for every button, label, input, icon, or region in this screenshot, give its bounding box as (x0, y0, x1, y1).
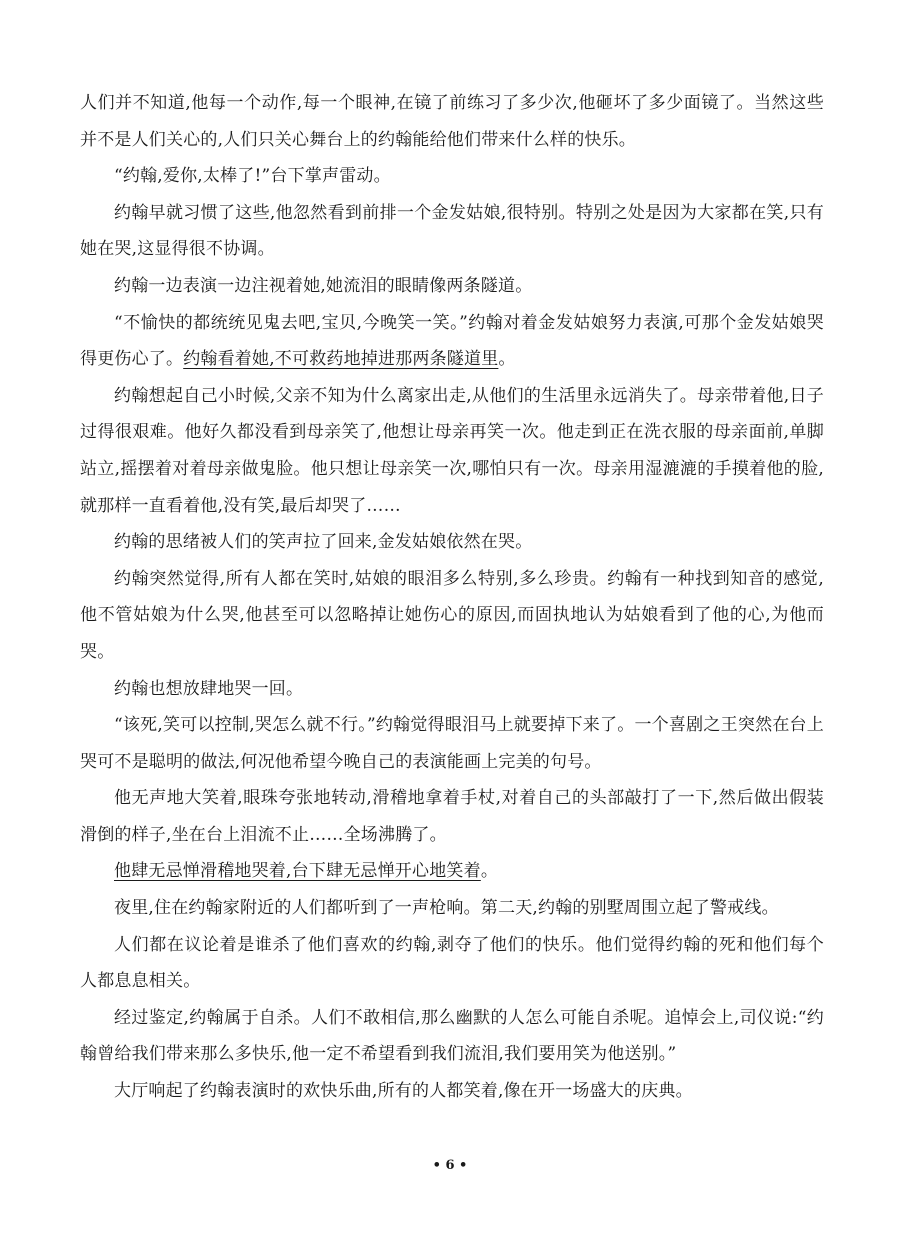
underlined-sentence-2: 他肆无忌惮滑稽地哭着,台下肆无忌惮开心地笑着 (114, 861, 481, 882)
paragraph-4: 约翰一边表演一边注视着她,她流泪的眼睛像两条隧道。 (114, 275, 533, 296)
paragraph-6: 约翰想起自己小时候,父亲不知为什么离家出走,从他们的生活里永远消失了。母亲带着他,日子过得很艰难。他好久都没看到母亲笑了,他想让母亲再笑一次。他走到正在洗衣服的母亲面前,单脚站立,摇摆着对着母亲做鬼脸。他只想让母亲笑一次,哪怕只有一次。母亲用湿漉漉的手摸着他的脸,就那样一直看着他,没有笑,最后却哭了…… (80, 385, 824, 516)
paragraph-9: 约翰也想放肆地哭一回。 (114, 678, 304, 699)
paragraph-15: 经过鉴定,约翰属于自杀。人们不敢相信,那么幽默的人怎么可能自杀呢。追悼会上,司仪说:“约翰曾给我们带来那么多快乐,他一定不希望看到我们流泪,我们要用笑为他送别。” (80, 1007, 824, 1065)
paragraph-8: 约翰突然觉得,所有人都在笑时,姑娘的眼泪多么特别,多么珍贵。约翰有一种找到知音的感觉,他不管姑娘为什么哭,他甚至可以忽略掉让她伤心的原因,而固执地认为姑娘看到了他的心,为他而哭。 (80, 568, 824, 662)
paragraph-13: 夜里,住在约翰家附近的人们都听到了一声枪响。第二天,约翰的别墅周围立起了警戒线。 (114, 898, 779, 919)
paragraph-5-end: 。 (498, 349, 516, 370)
paragraph-16: 大厅响起了约翰表演时的欢快乐曲,所有的人都笑着,像在开一场盛大的庆典。 (114, 1081, 693, 1102)
article-body (80, 85, 824, 1110)
paragraph-11: 他无声地大笑着,眼珠夸张地转动,滑稽地拿着手杖,对着自己的头部敲打了一下,然后做出假装滑倒的样子,坐在台上泪流不止……全场沸腾了。 (80, 788, 824, 845)
paragraph-10: “该死,笑可以控制,哭怎么就不行。”约翰觉得眼泪马上就要掉下来了。一个喜剧之王突然在台上哭可不是聪明的做法,何况他希望今晚自己的表演能画上完美的句号。 (80, 715, 824, 772)
paragraph-14: 人们都在议论着是谁杀了他们喜欢的约翰,剥夺了他们的快乐。他们觉得约翰的死和他们每个人都息息相关。 (80, 934, 824, 992)
page-number: • 6 • (432, 1158, 468, 1173)
paragraph-5-text: “不愉快的都统统见鬼去吧,宝贝,今晚笑一笑。”约翰对着金发姑娘努力表演,可那个金发姑娘哭得更伤心了。 (80, 312, 824, 370)
underlined-sentence-1: 约翰看着她,不可救药地掉进那两条隧道里 (183, 349, 499, 370)
paragraph-12-end: 。 (480, 861, 499, 882)
paragraph-3: 约翰早就习惯了这些,他忽然看到前排一个金发姑娘,很特别。特别之处是因为大家都在笑,只有她在哭,这显得很不协调。 (80, 202, 824, 260)
paragraph-2: “约翰,爱你,太棒了!”台下掌声雷动。 (114, 166, 391, 187)
paragraph-5 (80, 305, 824, 378)
paragraph-1: 人们并不知道,他每一个动作,每一个眼神,在镜了前练习了多少次,他砸坏了多少面镜了。当然这些并不是人们关心的,人们只关心舞台上的约翰能给他们带来什么样的快乐。 (80, 93, 824, 150)
paragraph-12 (80, 853, 824, 890)
paragraph-7: 约翰的思绪被人们的笑声拉了回来,金发姑娘依然在哭。 (114, 532, 533, 553)
